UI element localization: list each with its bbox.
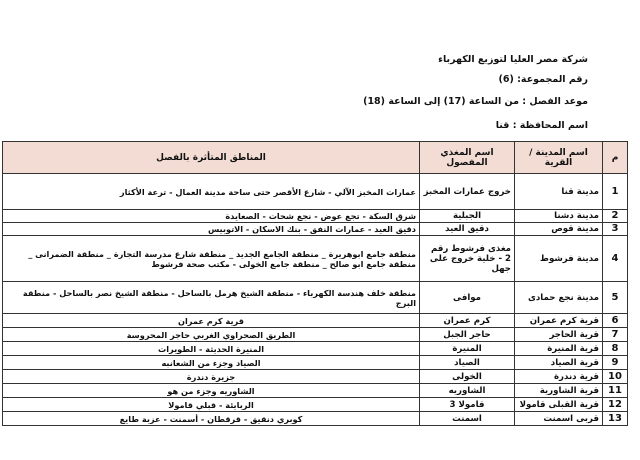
row-feeder: الخولى: [420, 370, 515, 384]
row-feeder: مغذى فرشوط رقم 2 - خلية خروج على جهل: [420, 236, 515, 282]
row-areas: الربايئة - قبلي قامولا: [3, 398, 420, 412]
row-feeder: الجبلية: [420, 210, 515, 223]
governorate-name: اسم المحافظة : قنا: [495, 120, 588, 131]
row-feeder: خروج عمارات المخبز: [420, 174, 515, 210]
table-row: [3, 210, 628, 223]
row-index: 9: [603, 356, 628, 370]
row-feeder: موافى: [420, 282, 515, 314]
row-city: قرية المنيرة: [515, 342, 603, 356]
row-index: 6: [603, 314, 628, 328]
row-index: 13: [603, 412, 628, 426]
cut-time: موعد الفصل : من الساعة (17) إلى الساعة (18): [363, 96, 588, 107]
row-index: 2: [603, 210, 628, 223]
row-areas: كوبري دنقيق - قرقطان - أسمنت - عزبة طايع: [3, 412, 420, 426]
table-row: [3, 356, 628, 370]
row-areas: قرية كرم عمران: [3, 314, 420, 328]
table-row: [3, 328, 628, 342]
column-header-feeder: اسم المغذي المفصول: [420, 142, 515, 174]
row-index: 10: [603, 370, 628, 384]
table-row: [3, 370, 628, 384]
row-city: قرية كرم عمران: [515, 314, 603, 328]
row-index: 1: [603, 174, 628, 210]
company-name: شركة مصر العليا لتوزيع الكهرباء: [438, 54, 588, 65]
table-row: [3, 174, 628, 210]
row-index: 12: [603, 398, 628, 412]
row-feeder: دقيق العيد: [420, 223, 515, 236]
row-city: مدينة نجع حمادى: [515, 282, 603, 314]
row-index: 4: [603, 236, 628, 282]
row-feeder: المنيرة: [420, 342, 515, 356]
table-row: [3, 236, 628, 282]
row-feeder: الشاوريه: [420, 384, 515, 398]
table-row: [3, 282, 628, 314]
row-city: مدينة فرشوط: [515, 236, 603, 282]
table-row: [3, 342, 628, 356]
column-header-index: م: [603, 142, 628, 174]
row-city: مدينة قنا: [515, 174, 603, 210]
row-areas: منطقة خلف هندسة الكهرباء - منطقة الشيخ هرمل بالساحل - منطقة الشيخ نصر بالساحل - منطقة البرج: [3, 282, 420, 314]
row-feeder: اسمنت: [420, 412, 515, 426]
row-city: مدينة قوص: [515, 223, 603, 236]
row-areas: شرق السكة - تجع عوض - نجع شحات - الصعايدة: [3, 210, 420, 223]
table-row: [3, 314, 628, 328]
row-areas: الصياد وجزء من الشعانبه: [3, 356, 420, 370]
row-areas: جزيرة دندرة: [3, 370, 420, 384]
row-areas: الشاوريه وجزء من هو: [3, 384, 420, 398]
table-row: [3, 412, 628, 426]
column-header-city: اسم المدينة / القرية: [515, 142, 603, 174]
row-city: قربى اسمنت: [515, 412, 603, 426]
row-city: قرية الحاجر: [515, 328, 603, 342]
row-city: قرية دندرة: [515, 370, 603, 384]
row-index: 5: [603, 282, 628, 314]
row-areas: المنيرة الحديثة - الطويرات: [3, 342, 420, 356]
row-index: 7: [603, 328, 628, 342]
table-header-row: [3, 142, 628, 174]
row-areas: دقيق العيد - عمارات النفق - بنك الاسكان - الاتوبيس: [3, 223, 420, 236]
row-feeder: قامولا 3: [420, 398, 515, 412]
row-index: 11: [603, 384, 628, 398]
table-row: [3, 398, 628, 412]
column-header-areas: المناطق المتأثرة بالفصل: [3, 142, 420, 174]
row-areas: الطريق الصحراوي الغربي حاجر المحروسة: [3, 328, 420, 342]
table-row: [3, 223, 628, 236]
row-feeder: حاجر الجبل: [420, 328, 515, 342]
group-number: رقم المجموعة: (6): [498, 74, 588, 85]
row-index: 8: [603, 342, 628, 356]
row-city: قرية الصياد: [515, 356, 603, 370]
row-city: مدينة دشنا: [515, 210, 603, 223]
row-city: قرية القبلى قامولا: [515, 398, 603, 412]
row-areas: عمارات المخبز الآلي - شارع الأقصر حتى ساحة مدينة العمال - ترعة الأكثار: [3, 174, 420, 210]
table-row: [3, 384, 628, 398]
outage-table: [2, 141, 628, 426]
row-feeder: الصياد: [420, 356, 515, 370]
row-feeder: كرم عمران: [420, 314, 515, 328]
row-city: قرية الشاورية: [515, 384, 603, 398]
row-areas: منطقة جامع ابوهريرة _ منطقة الجامع الجديد _ منطقة شارع مدرسة التجارة _ منطقة الضمرانى _ منطقة جامع ابو صالح _ منطقة جامع الخولى - مكتب صحة فرشوط: [3, 236, 420, 282]
row-index: 3: [603, 223, 628, 236]
